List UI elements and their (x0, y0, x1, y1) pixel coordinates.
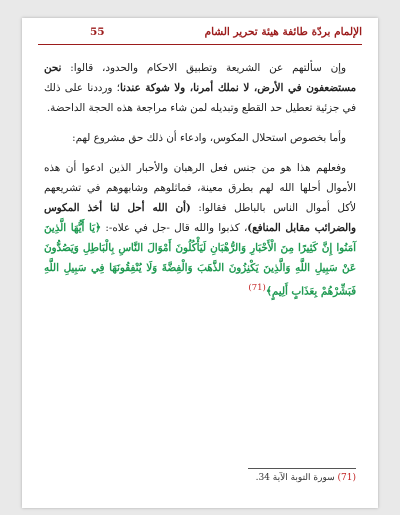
header-title: الإلمام بردّة طائفة هيئة تحرير الشام (204, 26, 362, 38)
footnote-text: سورة التوبة الآية 34. (255, 473, 338, 483)
paragraph-2-text: وأما بخصوص استحلال المكوس، وادعاء أن ذلك حق مشروع لهم: (72, 132, 346, 144)
footnote-number: (71) (337, 473, 356, 483)
paragraph-3 (44, 158, 356, 301)
footnote-reference[interactable]: (71) (248, 283, 266, 293)
document-page (22, 18, 378, 508)
page-header (38, 24, 362, 45)
footnote (256, 473, 356, 483)
quran-verse: ﴿يَا أَيُّهَا الَّذِينَ آمَنُوا إِنَّ كَثِيرًا مِنَ الْأَحْبَارِ وَالرُّهْبَانِ لَيَأْكُلُونَ أَمْوَالَ النَّاسِ بِالْبَاطِلِ وَيَصُدُّونَ عَنْ سَبِيلِ اللَّهِ وَالَّذِينَ يَكْنِزُونَ الذَّهَبَ وَالْفِضَّةَ وَلَا يُنْفِقُونَهَا فِي سَبِيلِ اللَّهِ فَبَشِّرْهُمْ بِعَذَابٍ أَلِيمٍ﴾ (44, 222, 356, 298)
footnote-divider (248, 468, 356, 469)
paragraph-2 (44, 128, 356, 148)
paragraph-3-text-a: وفعلهم هذا هو من جنس فعل الرهبان والأحبار الذين ادعوا أن هذه الأموال أحلها الله لهم بطرق معينة، فماثلوهم وشابهوهم في تشريعهم لأكل أموال الناس بالباطل فقالوا: (44, 162, 356, 214)
paragraph-1-bold-quote: نحن مستضعفون في الأرض، لا نملك أمرنا، ولا شوكة عندنا (44, 62, 356, 94)
page-body (44, 58, 356, 301)
paragraph-3-text-c: ، كذبوا والله قال -جل في علاه-: (101, 222, 248, 234)
paragraph-3-bold-quote: (أن الله أحل لنا أخذ المكوس والضرائب مقابل المنافع) (44, 202, 356, 234)
page-number: 55 (90, 26, 105, 38)
paragraph-1 (44, 58, 356, 118)
paragraph-1-text-c: ؛ ورددنا على ذلك في جزئية تعطيل حد القطع وتبديله لمن شاء مراجعة هذه الحجة الداحضة. (44, 82, 356, 114)
paragraph-1-text-a: وإن سألتهم عن الشريعة وتطبيق الاحكام والحدود، قالوا: (61, 62, 346, 74)
